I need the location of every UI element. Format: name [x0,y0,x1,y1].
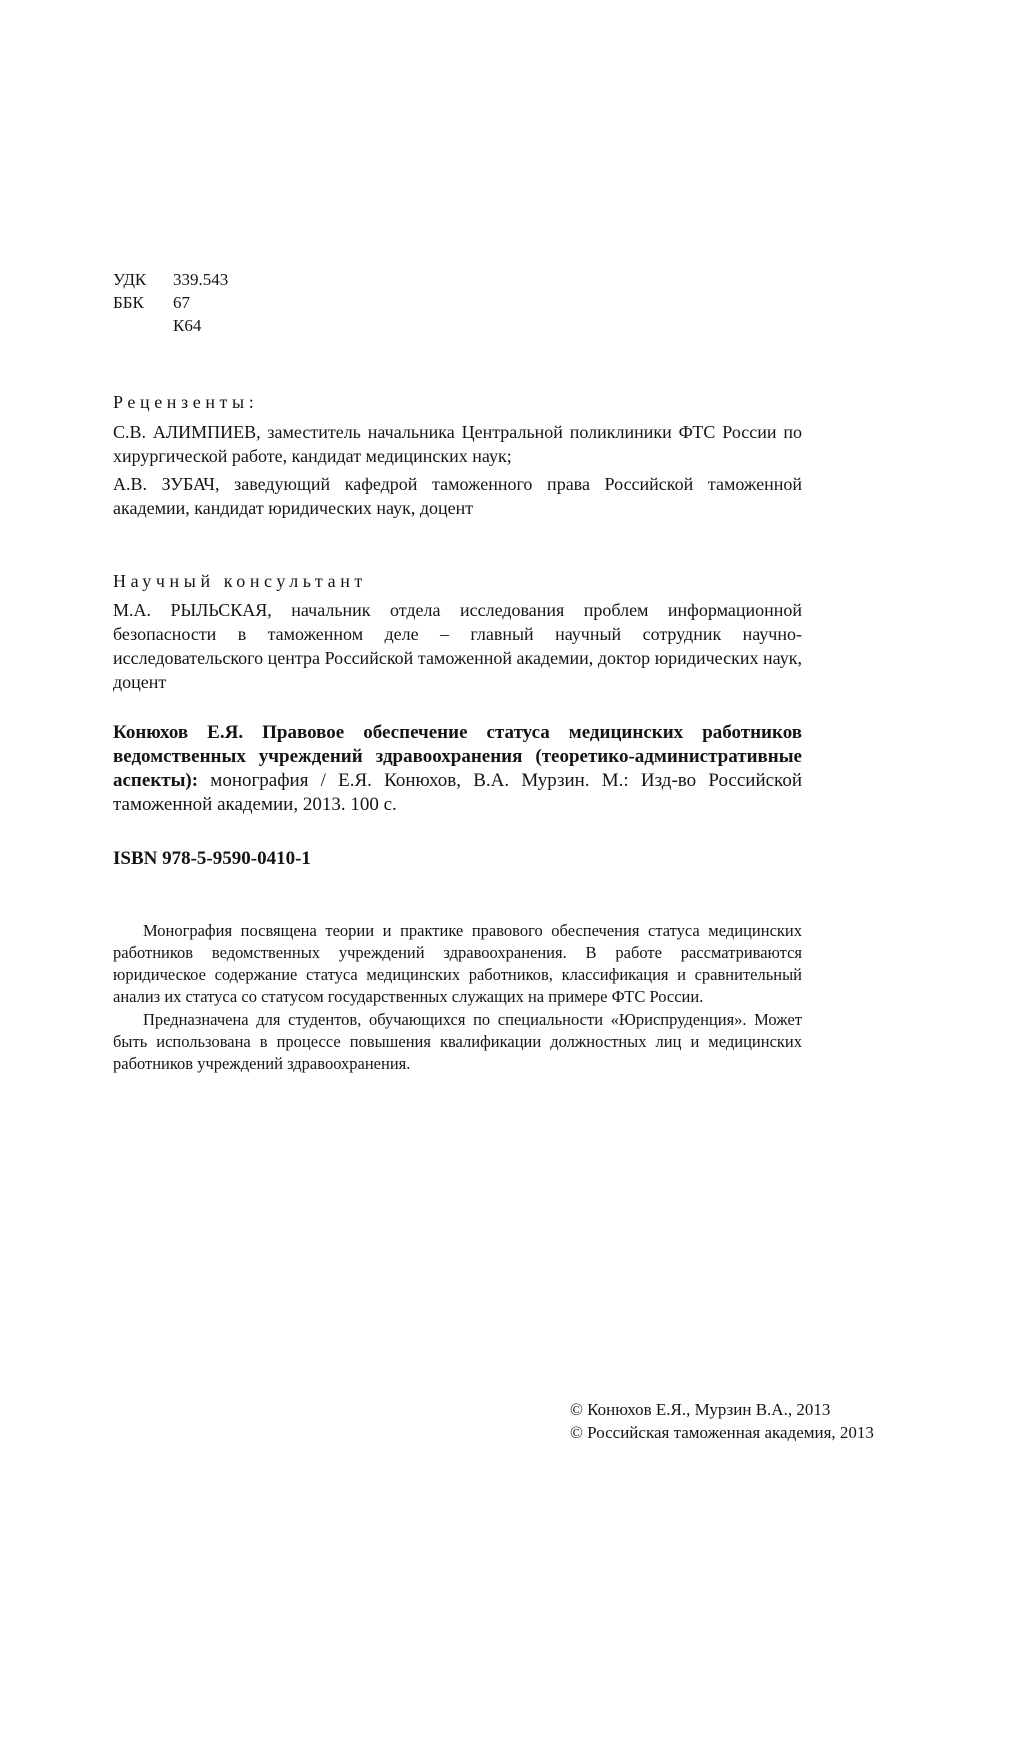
citation-title: Конюхов Е.Я. Правовое обеспечение статуса медицинских работников ведомственных учреждений здравоохранения (теоретико-административные аспекты): [113,722,802,791]
annotation-paragraph-2: Предназначена для студентов, обучающихся по специальности «Юриспруденция». Может быть использована в процессе повышения квалификации должностных лиц и медицинских работников учреждений здравоохранения. [113,1010,802,1073]
bbk-label: ББК [113,293,144,312]
copyright-authors: © Конюхов Е.Я., Мурзин В.А., 2013 [570,1400,831,1419]
reviewer-2: А.В. ЗУБАЧ, заведующий кафедрой таможенного права Российской таможенной академии, кандидат юридических наук, доцент [113,474,802,518]
copyright-block [570,1398,874,1444]
classification-codes [113,268,228,337]
udk-row [113,268,228,291]
reviewer-1: С.В. АЛИМПИЕВ, заместитель начальника Центральной поликлиники ФТС России по хирургической работе, кандидат медицинских наук; [113,422,802,466]
bibliographic-citation [113,721,802,817]
udk-value: 339.543 [173,270,229,289]
reviewers-list [113,420,802,520]
consultant-description: М.А. РЫЛЬСКАЯ, начальник отдела исследования проблем информационной безопасности в таможенном деле – главный научный сотрудник научно-исследовательского центра Российской таможенной академии, доктор юридических наук, доцент [113,600,802,692]
annotation-paragraph-1: Монография посвящена теории и практике правового обеспечения статуса медицинских работников ведомственных учреждений здравоохранения. В работе рассматриваются юридическое содержание статуса медицинских работников, классификация и сравнительный анализ их статуса со статусом государственных служащих на примере ФТС России. [113,921,802,1006]
citation-details: монография / Е.Я. Конюхов, В.А. Мурзин. М.: Изд-во Российской таможенной академии, 2013. 100 с. [113,770,802,815]
consultant-heading: Научный консультант [113,571,367,591]
reviewers-heading: Рецензенты: [113,392,259,412]
isbn: ISBN 978-5-9590-0410-1 [113,848,311,869]
author-mark-row [113,314,228,337]
bbk-row [113,291,228,314]
bbk-value: 67 [173,293,190,312]
consultant-text [113,598,802,694]
udk-label: УДК [113,270,147,289]
annotation [113,920,802,1075]
author-mark: К64 [173,316,202,335]
copyright-academy: © Российская таможенная академия, 2013 [570,1423,874,1442]
